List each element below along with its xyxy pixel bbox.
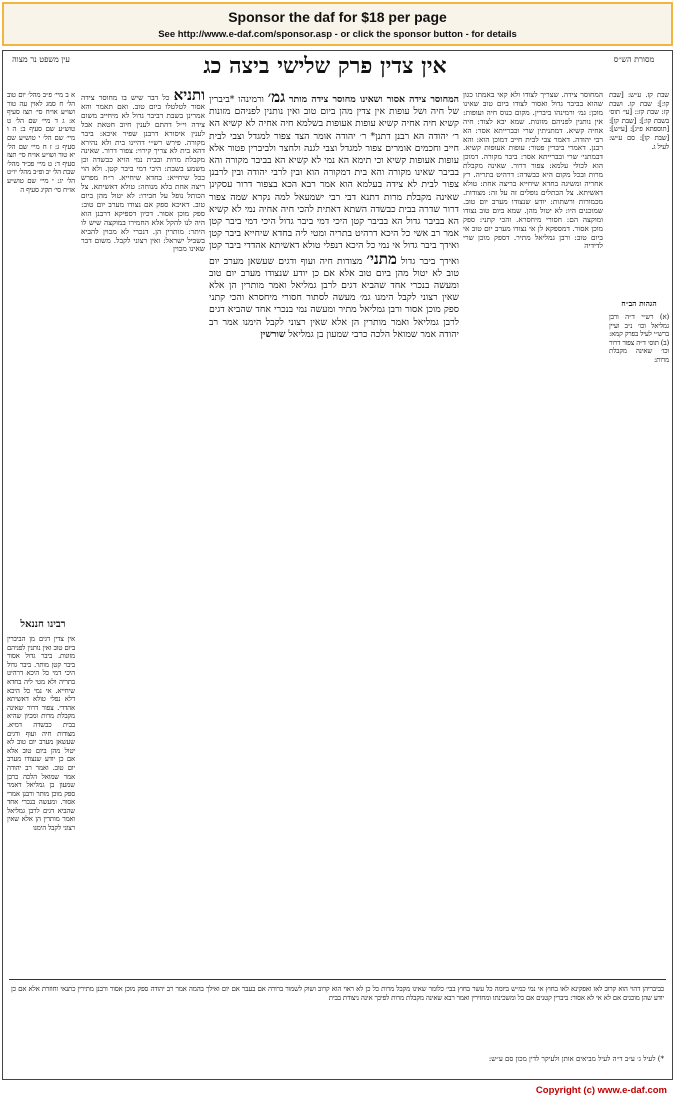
- ein-mishpat-label: עין משפט נר מצוה: [12, 55, 70, 64]
- sponsor-title: Sponsor the daf for $18 per page: [228, 9, 447, 25]
- copyright-link[interactable]: Copyright (c) www.e-daf.com: [535, 1085, 667, 1096]
- mishna-heading: מתני׳: [366, 249, 397, 268]
- masoret-label: מסורת הש״ס: [613, 55, 655, 64]
- ein-mishpat-column: [7, 91, 75, 611]
- page-header: [3, 51, 672, 91]
- gemara-column: [209, 91, 459, 971]
- gemara-opening: המחוסר צידה אסור ושאינו מחוסר צידה מותר: [288, 94, 459, 105]
- ein-mishpat-text: א ב מיי׳ פ״ב מהל׳ יום טוב הל׳ ח סמג לאוין עה טור ושו״ע או״ח סי׳ תצז סעיף א: ג ד מיי׳ שם הל׳ ט טוש״ע שם סעיף ב: ה ו מיי׳ שם הל׳ י טוש״ע שם סעיף ג: ז ח מיי׳ שם הל׳ יא טור ושו״ע או״ח סי׳ תצז סעיף ד: ט מיי׳ פכ״ד מהל׳ שבת הל׳ יב ופ״ב מהל׳ יו״ט הל׳ יג: י מיי׳ שם טוש״ע או״ח סי׳ תקיג סעיף ה: [7, 91, 75, 194]
- footnote: *) לעיל ג׳ ע״ב ד״ה לעיל מביאים אותן ולעיקר לדין מכון סם ע״ש:: [488, 1055, 664, 1063]
- page-title: אין צדין פרק שלישי ביצה כג: [203, 53, 447, 79]
- rashi-text: המחוסר צידה. שצריך לצודו ולא קאי באמתו כגון שהוא בביבר גדול ואסור לצודו ביום טוב שאינו מוכן: גמ׳ ורמינהו ביברין. מקום כנוס חיה ועופות: אין נותנין לפניהם מזונות. שמא יבא לצוד: חיה אחיה קשיא. דמתניתין שרי ובברייתא אסר: הא רבי יהודה. דאמר צבי לבית חייב דמוכן הוא: והא רבנן. דאמרי ביברין פטור: עופות אעופות קשיא. דבמתני׳ שרי ובברייתא אסר: ביבר מקורה. דמוכן הוא לכולי עלמא: צפור דרור. שאינה מקבלת מרות ובכל מקום היא כבשדה: דרהיט בתריה. רץ אחריה ומשיגה בחדא שיחייא בריצה אחת: טולא דאשיתא. צל הכתלים נופלים זה על זה: מצודות. מכמורות ורשתות: יודע שנצודו מערב יום טוב. שמוכנים היו: לא יטול מהן. שמא ביום טוב נצודו ומוקצה הם: חסורי מיחסרא. והכי קתני: ספק מוכן אסור. דמספקא לן אי נצודו מערב יום טוב אי ביום טוב: ורבן גמליאל מתיר. דספק מוכן שרי לדידיה: [463, 91, 603, 251]
- sponsor-subtitle: See http://www.e-daf.com/sponsor.asp - or click the sponsor button - for details: [158, 29, 517, 40]
- haghot-title: הגהות הב״ח: [621, 299, 657, 308]
- tosafot-opening-word: ותניא: [173, 91, 205, 104]
- sponsor-banner[interactable]: [2, 2, 673, 46]
- masoret-text: שבת קז. ע״ש: [שבת קו:]: שבת קו. ושבת קז: שבת קז:: [עי׳ תוס׳ בשבת קו:]: [שבת קו]: [תוספתא פ״ג]: [ע״ש]: [שבת קו]: סם ע״ש: לעיל ג.: [609, 91, 669, 151]
- bottom-divider: [9, 979, 666, 980]
- gemara-final-word: שורשין: [260, 328, 286, 340]
- gemara-closing-text: גמ׳ מעשה לסתור חסורי מיחסרא והכי קתני ספק מוכן אסור ורבן גמליאל מתיר ומעשה נמי בנכרי אחד שהביא דגים לרבן גמליאל ואמר מותרין הן אלא שאין רצוני לקבל הימנו אמר רב יהודה אמר שמואל הלכה כרבי שמעון בן גמליאל: [209, 292, 459, 340]
- rabbeinu-chananel-column: [7, 635, 75, 995]
- bottom-commentary: [11, 985, 664, 1049]
- rabbeinu-chananel-title: רבינו חננאל: [20, 619, 66, 630]
- gemara-opening-word: גמ׳: [267, 91, 286, 106]
- haghot-text: (א) רש״י ד״ה ורבן גמליאל וכו׳ נ״ב ועיין ברש״י לעיל בפרק קמא: (ב) תוס׳ ד״ה צפור דרור וכו׳ שאינה מקבלת מרות:: [609, 313, 669, 364]
- rabbeinu-chananel-text: אין צדין דגים מן הביברין ביום טוב ואין נותנין לפניהם מזונות. ביבר גדול אסור ביבר קטן מותר. ביבר גדול היכי דמי כל היכא דרהיט בתריה ולא מטי ליה בחדא שיחייא. אי נמי כל היכא דלא נפלי טולא דאשיתא אהדדי. צפור דרור שאינה מקבלת מרות ומכיון שהיא בבית כבשדה דמיא. מצודות חיה ועוף ודגים שעשאן מערב יום טוב לא יטול מהן ביום טוב אלא אם כן יודע שנצודו מערב יום טוב. ואמר רב יהודה אמר שמואל הלכה כרבן שמעון בן גמליאל דאמר ספק מוכן מותר ורבנן אמרי אסור. ומעשה בנכרי אחד שהביא דגים לרבן גמליאל ואמר מותרין הן אלא שאין רצוני לקבל הימנו: [7, 635, 75, 833]
- gemara-text: ורמינהו *ביברין של חיה ושל עופות אין צדין מהן ביום טוב ואין נותנין לפניהם מזונות קשיא חיה אחיה קשיא עופות אעופות בשלמא חיה אחיה לא קשיא הא ר׳ יהודה הא רבנן דתנן* ר׳ יהודה אומר הצד צפור למגדל וצבי לבית חייב וחכמים אומרים צפור למגדל וצבי לגנה ולחצר ולביברין פטור אלא עופות אעופות קשיא וכי תימא הא נמי לא קשיא הא בביבר מקורה והא בביבר שאינו מקורה והא בית דמקורה הוא ובין לרבי יהודה ובין לרבנן צפור לבית לא צידה בעלמא הוא אמר רבא הכא בצפור דרור עסקינן שאינה מקבלת מרות דתנא דבי רבי ישמעאל למה נקרא שמה צפור דרור שדרה בבית כבשדה השתא דאתית להכי חיה אחיה נמי לא קשיא הא בביבר גדול הא בביבר קטן היכי דמי ביבר גדול היכי דמי ביבר קטן אמר רב אשי כל היכא דרהיט בתריה ומטי ליה בחדא שיחייא ביבר קטן ואידך ביבר גדול אי נמי כל היכא דנפלי טולא דאשיתא אהדדי ביבר קטן ואידך ביבר גדול: [209, 94, 459, 267]
- tosafot-text: כל דבר שיש בו מחוסר צידה אסור לטלטלו ביום טוב. ואם תאמר והא אמרינן בשבת דביבר גדול לא מיחייב משום צידה וי״ל דהתם לענין חיוב חטאת אבל לענין איסורא דרבנן שפיר איכא: ביבר מקורה. פירש רש״י דהיינו בית ולא נהירא דהא בית לא צריך קירוי: צפור דרור. שאינה מקבלת מרות ובבית נמי הויא כבשדה וכן משמע בשבת: היכי דמי ביבר קטן. ולא הוי ככל שיחייא: בחדא שיחייא. ר״ח מפרש ריצה אחת בלא מנוחה: טולא דאשיתא. צל הכותל נופל על חבירו: לא יטול מהן ביום טוב. דאיכא ספק אם נצודו מערב יום טוב: ספק מוכן אסור. דכיון דספיקא דרבנן הוא היה לנו להקל אלא החמירו במוקצה שיש לו היתר: מותרין הן. דנכרי לא מכוין להביא בשביל ישראל: ואין רצוני לקבל. משום דבר שאינו מכוין: [81, 93, 205, 254]
- bottom-commentary-text: כביבריהן דהוי הוא קרוב לאו ואפקינא לאו בחוץ אי נמי כמ״ש ביומה כל עשר בחוץ בבי׳ כלומר שאינו מקבל מרות כל כן לא ראוי הוא קרוב ושוק לשמור ברורה אם בעבר אם יום ואילך בהמה אמר רב יהודה ספק מוכן אסור ורבנן מתירין כתנאי וחוזרת אלא אם כן יודע שהן מוכנים אם לא אי לא אסור: ביברין קטנים אם כל ומשכינתו ומחזירין ואמר רבא שאינה מקבלת מרות לפיכך אינה ניצודת בבית: [11, 985, 664, 1002]
- haghot-column: [609, 313, 669, 433]
- rashi-column: [463, 91, 603, 971]
- tosafot-column: [81, 91, 205, 551]
- mishna-text: מצודות חיה ועוף ודגים שעשאן מערב יום טוב לא יטול מהן ביום טוב אלא אם כן יודע שנצודו מערב יום טוב ומעשה בנכרי אחד שהביא דגים לרבן גמליאל ואמר מותרין הן אלא שאין רצוני לקבל הימנו: [209, 255, 459, 304]
- talmud-page: [2, 50, 673, 1080]
- masoret-column: [609, 91, 669, 291]
